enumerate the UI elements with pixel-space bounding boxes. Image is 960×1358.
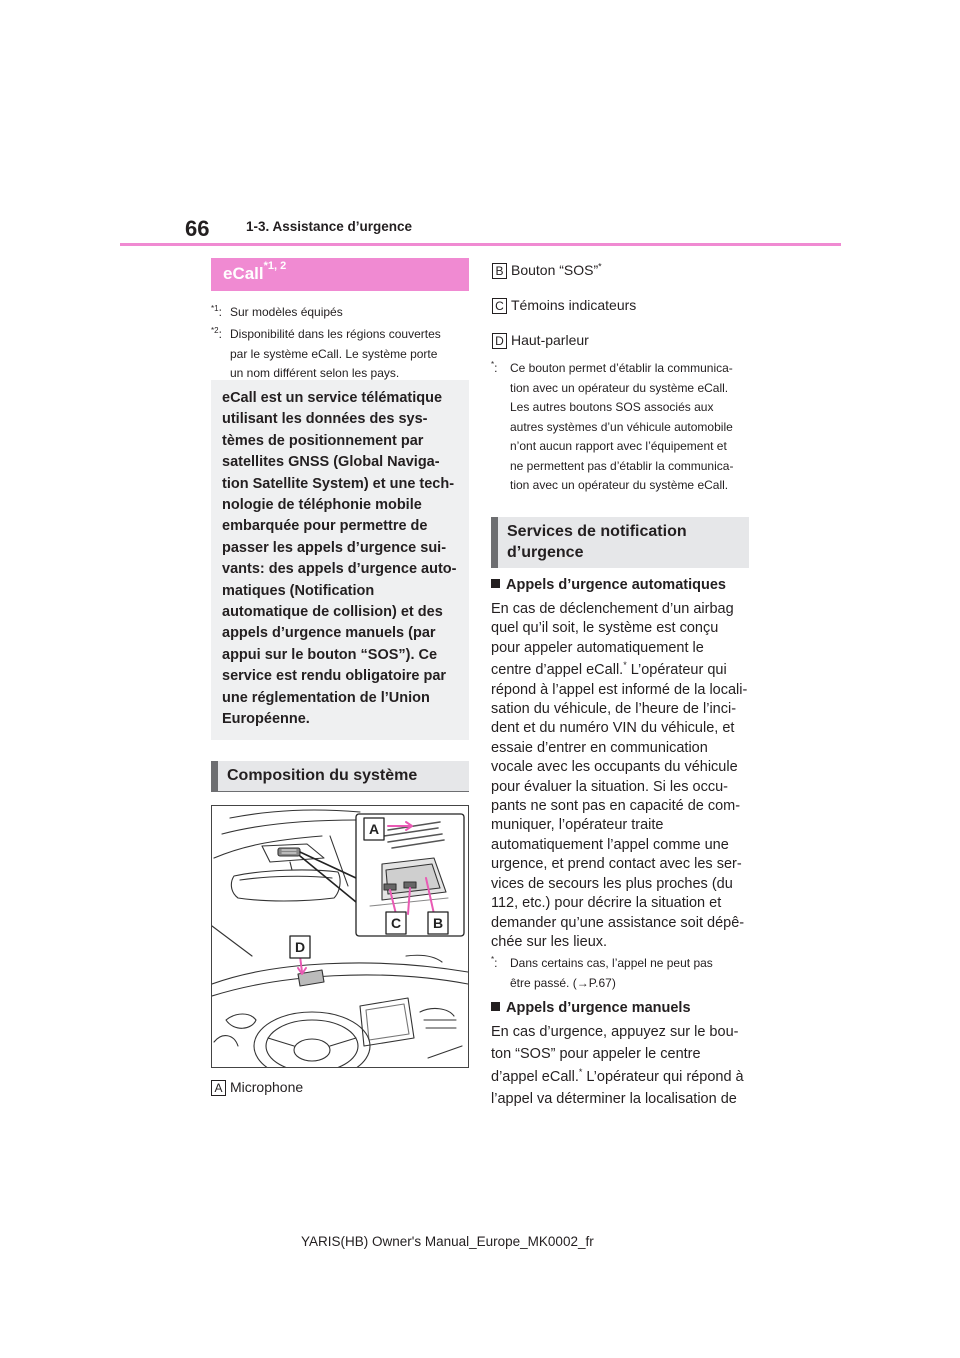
footnote-1 bbox=[211, 303, 471, 323]
sos-footnote bbox=[491, 359, 755, 496]
legend-letter-a: A bbox=[211, 1080, 226, 1096]
sos-footnote-line: Les autres boutons SOS associés aux bbox=[510, 400, 714, 414]
footnote-1-mark: $^{*1}$: bbox=[211, 304, 222, 319]
intro-line: automatique de collision) et des bbox=[222, 604, 443, 621]
intro-line: tèmes de positionnement par bbox=[222, 432, 424, 449]
legend-text-b: Bouton “SOS” bbox=[511, 262, 599, 278]
intro-line: embarquée pour permettre de bbox=[222, 518, 428, 535]
services-heading-line: Services de notification bbox=[507, 523, 687, 540]
section-title: 1-3. Assistance d’urgence bbox=[246, 219, 413, 234]
dashboard-illustration bbox=[212, 806, 468, 1067]
sos-footnote-mark: *: bbox=[491, 360, 498, 375]
page-number: 66 bbox=[185, 216, 210, 241]
intro-line: une réglementation de l’Union bbox=[222, 689, 430, 706]
footnote-1-text: Sur modèles équipés bbox=[230, 305, 343, 319]
intro-line: appels d’urgence manuels (par bbox=[222, 625, 436, 642]
ecall-heading-sup: *1, 2 bbox=[263, 260, 287, 273]
figure-label-c: C bbox=[390, 915, 402, 931]
intro-line: passer les appels d’urgence sui- bbox=[222, 539, 447, 556]
legend-sos-button bbox=[492, 262, 602, 279]
header-rule bbox=[120, 243, 841, 246]
footnote-2-line: un nom différent selon les pays. bbox=[230, 366, 400, 380]
intro-line: matiques (Notification bbox=[222, 582, 375, 599]
footnote-2-mark: $^{*2}$: bbox=[211, 326, 222, 341]
auto-calls-footnote: *: Dans certains cas, l’appel ne peut pas être passé. (→P.67) bbox=[491, 954, 755, 993]
legend-letter-d: D bbox=[492, 333, 507, 349]
services-heading-line: d’urgence bbox=[507, 544, 584, 561]
bullet-square-icon bbox=[491, 579, 500, 588]
intro-line: Européenne. bbox=[222, 711, 310, 728]
composition-heading: Composition du système bbox=[211, 761, 469, 791]
intro-line: appui sur le bouton “SOS”). Ce bbox=[222, 646, 438, 663]
auto-calls-text: En cas de déclenchement d’un airbag quel qu’il soit, le système est conçu pour appeler automatiquement le centre d’appel eCall.* L’opérateur qui répond à l’appel est informé de la locali- sation du véhicule, de l’heure de l’inci- dent et du numéro VIN du véhicule, et essaie d’entrer en communication vocale avec les occupants du véhicule pour évaluer la situation. Si les occu- pants ne sont pas en capacité de com- muniquer, l’opérateur traite automatiquement l’appel comme une urgence, et prend contact avec les ser- vices de secours les plus proches (du 112, etc.) pour décrire la situation et demander qu’une assistance soit dépê- chée sur les lieux. bbox=[491, 601, 748, 950]
footer-text: YARIS(HB) Owner's Manual_Europe_MK0002_fr bbox=[301, 1234, 594, 1249]
legend-indicator-lights bbox=[492, 297, 636, 314]
legend-text-a: Microphone bbox=[230, 1079, 304, 1095]
bullet-square-icon bbox=[491, 1002, 500, 1011]
intro-line: service est rendu obligatoire par bbox=[222, 668, 447, 685]
intro-line: nologie de téléphonie mobile bbox=[222, 497, 422, 514]
intro-line: utilisant les données des sys- bbox=[222, 411, 428, 428]
figure-label-d: D bbox=[294, 939, 306, 955]
figure-label-a: A bbox=[368, 821, 380, 837]
figure-label-b: B bbox=[432, 915, 444, 931]
footnote-2-line: Disponibilité dans les régions couvertes bbox=[230, 327, 441, 341]
legend-letter-b: B bbox=[492, 263, 507, 279]
manual-calls-heading: Appels d’urgence manuels bbox=[491, 1000, 691, 1016]
legend-text-c: Témoins indicateurs bbox=[511, 297, 637, 313]
page-link[interactable]: être passé. (→P.67) bbox=[510, 975, 616, 990]
legend-text-d: Haut-parleur bbox=[511, 332, 589, 348]
legend-letter-c: C bbox=[492, 298, 507, 314]
ecall-heading-text: eCall bbox=[223, 264, 264, 283]
sos-footnote-line: tion avec un opérateur du système eCall. bbox=[510, 478, 729, 492]
sos-footnote-line: tion avec un opérateur du système eCall. bbox=[510, 380, 729, 395]
legend-microphone bbox=[211, 1079, 303, 1096]
intro-line: vants: des appels d’urgence auto- bbox=[222, 561, 457, 578]
intro-box bbox=[211, 380, 469, 740]
ecall-heading bbox=[211, 258, 469, 291]
intro-line: eCall est un service télématique bbox=[222, 390, 443, 406]
legend-speaker bbox=[492, 332, 589, 349]
intro-line: tion Satellite System) et une tech- bbox=[222, 475, 455, 492]
sos-footnote-line: autres systèmes d’un véhicule automobile bbox=[510, 419, 733, 434]
intro-line: satellites GNSS (Global Naviga- bbox=[222, 454, 440, 471]
manual-calls-text: En cas d’urgence, appuyez sur le bou- ton “SOS” pour appeler le centre d’appel eCall.* L’opérateur qui répond à l’appel va déterminer la localisation de bbox=[491, 1024, 744, 1107]
footnote-2-line: par le système eCall. Le système porte bbox=[230, 346, 438, 361]
services-heading bbox=[491, 517, 749, 568]
auto-calls-heading: Appels d’urgence automatiques bbox=[491, 577, 726, 593]
composition-rule bbox=[211, 791, 469, 792]
sos-footnote-line: ne permettent pas d’établir la communica- bbox=[510, 458, 734, 473]
sos-footnote-line: Ce bouton permet d’établir la communica- bbox=[510, 361, 733, 375]
system-figure bbox=[211, 805, 469, 1068]
footnote-2 bbox=[211, 325, 471, 384]
legend-b-sup: * bbox=[598, 261, 602, 272]
sos-footnote-line: n’ont aucun rapport avec l’équipement et bbox=[510, 439, 727, 453]
